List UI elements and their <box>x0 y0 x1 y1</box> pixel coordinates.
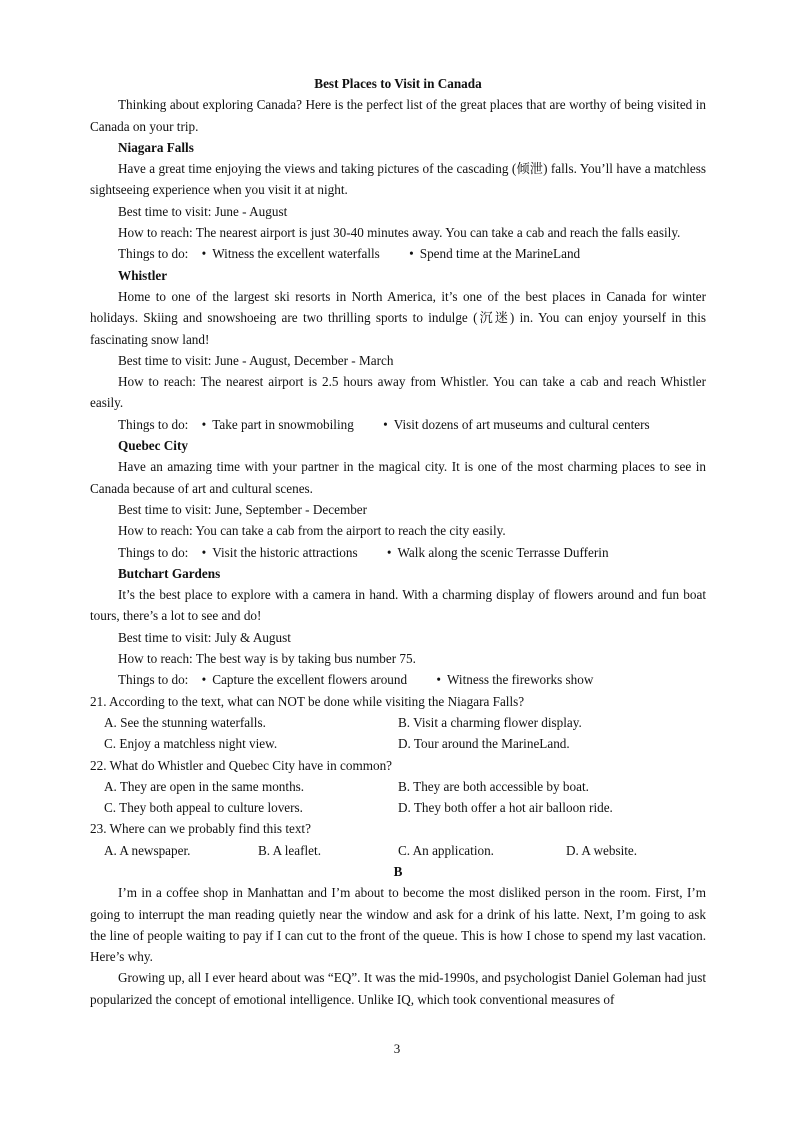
place-description: It’s the best place to explore with a camera in hand. With a charming display of flowers around and fun boat tours, there’s a lot to see and do! <box>90 587 706 624</box>
question-options-row <box>90 733 706 754</box>
thing-item: • Witness the fireworks show <box>436 669 593 690</box>
article-title: Best Places to Visit in Canada <box>314 76 482 91</box>
place-heading: Butchart Gardens <box>118 565 221 581</box>
option-d: D. A website. <box>566 842 638 858</box>
thing-item: • Visit the historic attractions <box>202 542 358 563</box>
question-options-row <box>90 797 706 818</box>
thing-item: • Take part in snowmobiling <box>202 414 354 435</box>
things-label: Things to do: <box>118 246 189 262</box>
place-description: Have a great time enjoying the views and taking pictures of the cascading (倾泄) falls. You’ll have a matchless sightseeing experience when you visit it at night. <box>90 161 706 198</box>
things-label: Things to do: <box>118 544 189 560</box>
option-b: B. Visit a charming flower display. <box>398 714 582 730</box>
bullet-icon: • <box>201 416 207 432</box>
thing-item: • Walk along the scenic Terrasse Dufferin <box>387 542 609 563</box>
thing-item: • Witness the excellent waterfalls <box>202 243 380 264</box>
option-b: B. They are both accessible by boat. <box>398 778 589 794</box>
place-how-to-reach: How to reach: The best way is by taking bus number 75. <box>118 651 416 667</box>
question-stem: 21. According to the text, what can NOT be done while visiting the Niagara Falls? <box>90 693 525 709</box>
place-things-to-do <box>90 669 706 690</box>
thing-item: • Visit dozens of art museums and cultural centers <box>383 414 650 435</box>
document-page <box>90 73 706 1010</box>
things-label: Things to do: <box>118 672 189 688</box>
bullet-icon: • <box>386 544 392 560</box>
intro-paragraph: Thinking about exploring Canada? Here is the perfect list of the great places that are worthy of being visited in Canada on your trip. <box>90 97 706 134</box>
place-description: Home to one of the largest ski resorts in North America, it’s one of the best places in Canada for winter holidays. Skiing and snowshoeing are two thrilling sports to indulge (沉迷) in. You can enjoy yourself in this fascinating snow land! <box>90 288 706 347</box>
question-stem: 22. What do Whistler and Quebec City have in common? <box>90 757 393 773</box>
option-c: C. Enjoy a matchless night view. <box>104 736 278 752</box>
option-c: C. They both appeal to culture lovers. <box>104 800 303 816</box>
place-how-to-reach: How to reach: The nearest airport is 2.5 hours away from Whistler. You can take a cab and reach Whistler easily. <box>90 374 706 411</box>
option-c: C. An application. <box>398 842 494 858</box>
place-things-to-do <box>90 542 706 563</box>
place-things-to-do <box>90 414 706 435</box>
option-b: B. A leaflet. <box>258 842 321 858</box>
page-number: 3 <box>393 1041 401 1056</box>
place-best-time: Best time to visit: June - August, December - March <box>118 352 394 368</box>
bullet-icon: • <box>436 672 441 688</box>
things-label: Things to do: <box>118 416 189 432</box>
place-best-time: Best time to visit: July & August <box>118 629 291 645</box>
place-best-time: Best time to visit: June, September - December <box>118 501 368 517</box>
option-d: D. They both offer a hot air balloon ride. <box>398 800 613 816</box>
bullet-icon: • <box>409 246 414 262</box>
place-heading: Whistler <box>118 267 168 283</box>
section-label: B <box>393 863 403 879</box>
option-a: A. A newspaper. <box>104 842 191 858</box>
option-d: D. Tour around the MarineLand. <box>398 736 570 752</box>
bullet-icon: • <box>201 672 207 688</box>
thing-item: • Capture the excellent flowers around <box>202 669 407 690</box>
option-a: A. They are open in the same months. <box>104 778 305 794</box>
option-a: A. See the stunning waterfalls. <box>104 714 266 730</box>
question-options-row <box>90 776 706 797</box>
bullet-icon: • <box>201 246 207 262</box>
question-options-row <box>90 840 706 861</box>
passage-paragraph: Growing up, all I ever heard about was “EQ”. It was the mid-1990s, and psychologist Daniel Goleman had just popularized the concept of emotional intelligence. Unlike IQ, which took conventional measures of <box>90 970 706 1007</box>
place-heading: Quebec City <box>118 438 188 454</box>
place-description: Have an amazing time with your partner in the magical city. It is one of the most charming places to see in Canada because of art and cultural scenes. <box>90 459 706 496</box>
place-things-to-do <box>90 243 706 264</box>
bullet-icon: • <box>383 416 388 432</box>
passage-paragraph: I’m in a coffee shop in Manhattan and I’m about to become the most disliked person in the room. First, I’m going to interrupt the man reading quietly near the window and ask for a drink of his latte. Next, I’m going to ask the line of people waiting to pay if I can cut to the front of the queue. This is how I chose to spend my last vacation. Here’s why. <box>90 885 706 965</box>
place-how-to-reach: How to reach: The nearest airport is just 30-40 minutes away. You can take a cab and reach the falls easily. <box>118 225 681 241</box>
place-how-to-reach: How to reach: You can take a cab from the airport to reach the city easily. <box>118 523 506 539</box>
thing-item: • Spend time at the MarineLand <box>409 243 580 264</box>
question-stem: 23. Where can we probably find this text? <box>90 821 311 837</box>
bullet-icon: • <box>201 544 207 560</box>
question-options-row <box>90 712 706 733</box>
place-heading: Niagara Falls <box>118 139 194 155</box>
place-best-time: Best time to visit: June - August <box>118 203 288 219</box>
